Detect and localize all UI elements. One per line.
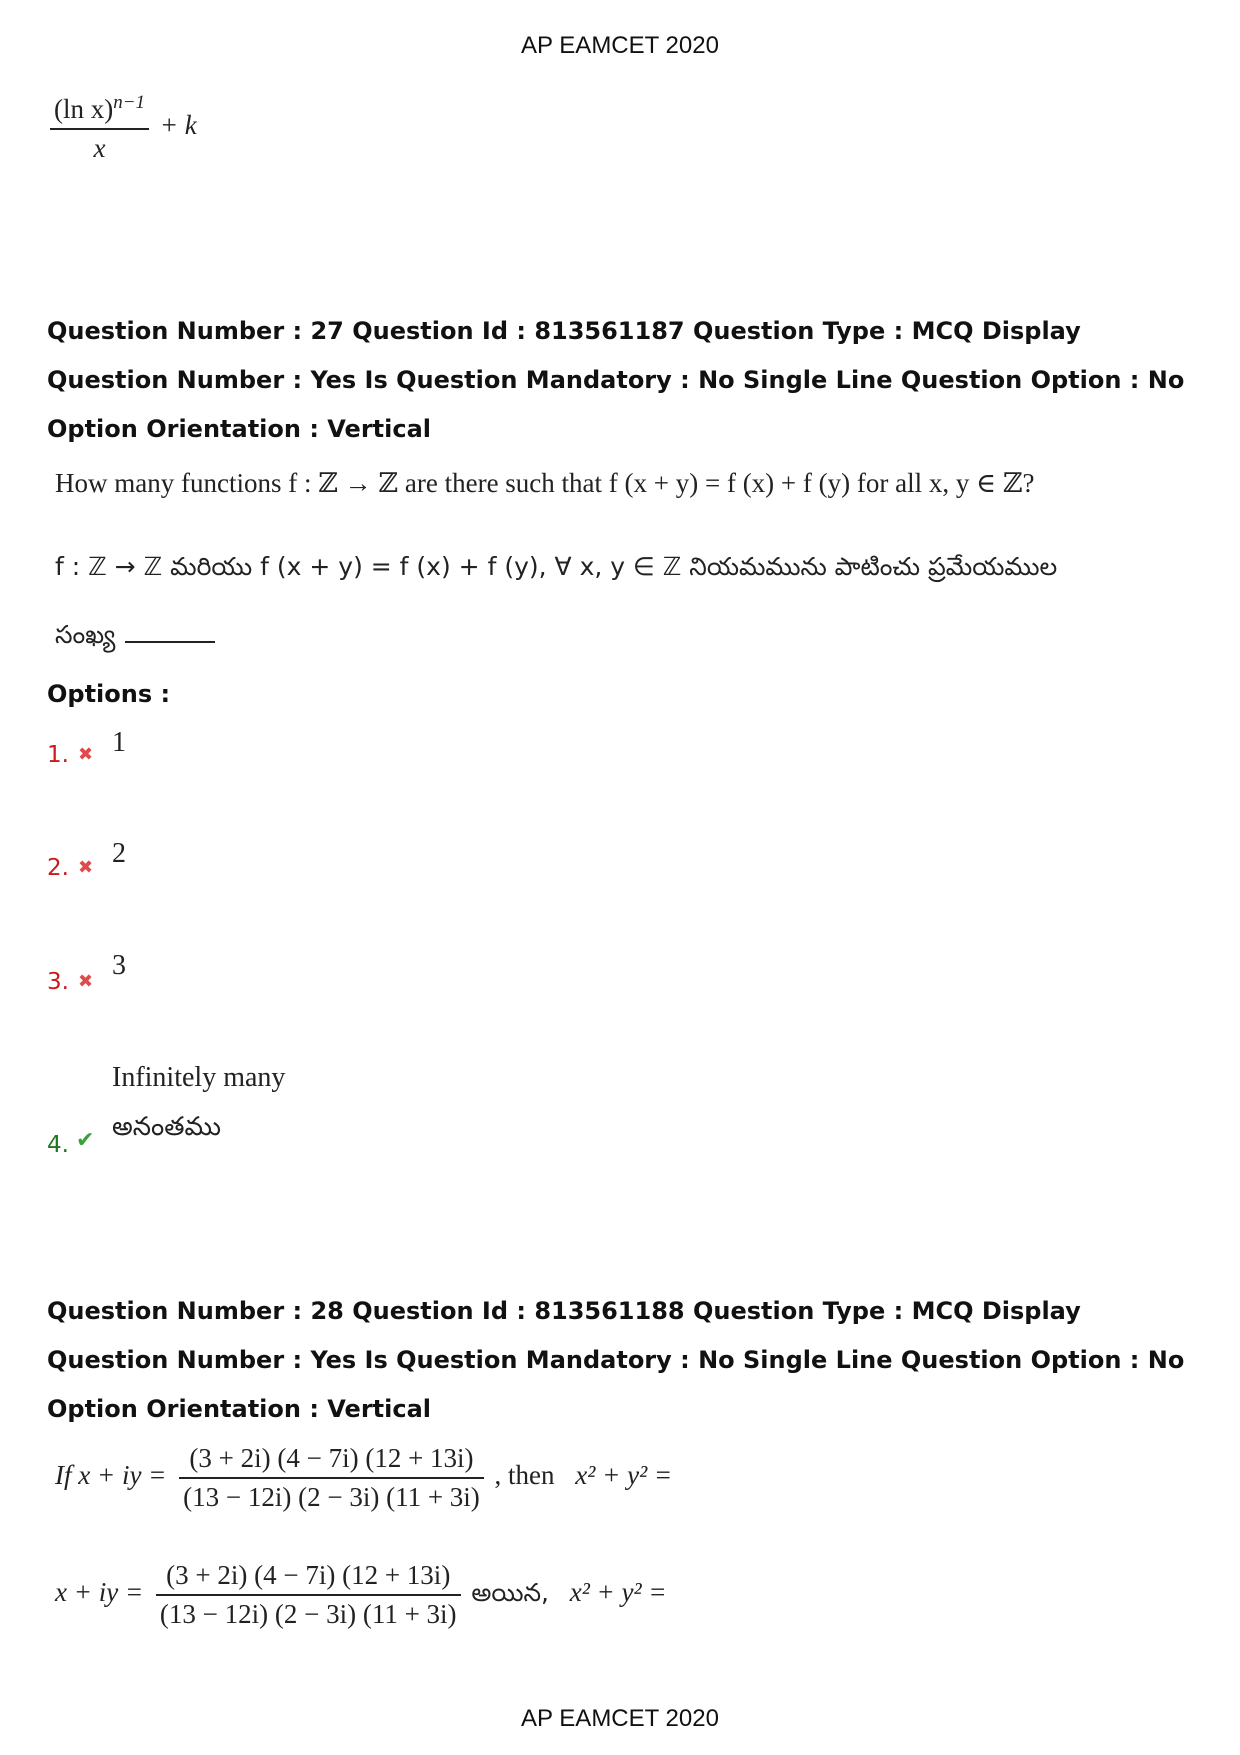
page-header: AP EAMCET 2020 — [521, 32, 719, 59]
fraction-numerator: (3 + 2i) (4 − 7i) (12 + 13i) — [189, 1443, 474, 1473]
equation-lhs: x + iy = — [55, 1577, 144, 1608]
fraction-numerator: (ln x) — [54, 94, 114, 124]
equation-lhs: If x + iy = — [55, 1460, 167, 1491]
fraction — [50, 92, 149, 164]
telugu-suffix: అయిన, — [471, 1578, 549, 1608]
option-4-telugu[interactable]: అనంతము — [112, 1112, 221, 1142]
wrong-mark-icon: ✖ — [78, 744, 94, 765]
page-footer: AP EAMCET 2020 — [521, 1705, 719, 1732]
question-27-meta: Question Number : 27 Question Id : 813561187 Question Type : MCQ Display Question Number : Yes Is Question Mandatory : No Single Line Question Option : No Option Orientation : Vertical — [47, 317, 1185, 443]
fraction-denominator: (13 − 12i) (2 − 3i) (11 + 3i) — [159, 1599, 457, 1629]
fraction-denominator: (13 − 12i) (2 − 3i) (11 + 3i) — [183, 1482, 480, 1512]
question-28-english — [55, 1443, 672, 1513]
question-27-telugu-line1: f : ℤ → ℤ మరియు f (x + y) = f (x) + f (y), ∀ x, y ∈ ℤ నియమమును పాటించు ప్రమేయముల — [55, 552, 1058, 581]
wrong-mark-icon: ✖ — [78, 857, 94, 878]
wrong-mark-icon: ✖ — [78, 971, 94, 992]
constant-term: + k — [159, 110, 197, 141]
option-2-value[interactable]: 2 — [112, 838, 126, 869]
option-3-number: 3. — [47, 969, 69, 995]
equation-rhs: x² + y² = — [569, 1577, 667, 1608]
fraction-numerator: (3 + 2i) (4 − 7i) (12 + 13i) — [166, 1560, 451, 1590]
complex-fraction — [179, 1443, 484, 1513]
previous-answer-fraction — [50, 92, 197, 164]
equation-rhs: x² + y² = — [575, 1460, 673, 1491]
option-2-number: 2. — [47, 855, 69, 881]
question-28-telugu — [55, 1560, 667, 1630]
exponent: n−1 — [113, 92, 146, 113]
question-27-telugu-line2 — [55, 620, 215, 656]
option-4-value[interactable]: Infinitely many — [112, 1062, 286, 1093]
fraction-denominator: x — [93, 133, 106, 163]
then-word: , then — [494, 1460, 555, 1491]
telugu-word: సంఖ్య — [55, 620, 116, 649]
question-28-meta: Question Number : 28 Question Id : 813561188 Question Type : MCQ Display Question Number : Yes Is Question Mandatory : No Single Line Question Option : No Option Orientation : Vertical — [47, 1297, 1185, 1423]
complex-fraction — [156, 1560, 461, 1630]
option-4-number: 4. — [47, 1132, 69, 1158]
option-1-value[interactable]: 1 — [112, 727, 126, 758]
option-3-value[interactable]: 3 — [112, 950, 126, 981]
check-mark-icon: ✔ — [76, 1128, 95, 1153]
answer-blank — [125, 641, 215, 643]
question-27-english: How many functions f : ℤ → ℤ are there such that f (x + y) = f (x) + f (y) for all x, y ∈ ℤ? — [55, 468, 1035, 498]
option-1-number: 1. — [47, 742, 69, 768]
options-label: Options : — [47, 680, 171, 708]
